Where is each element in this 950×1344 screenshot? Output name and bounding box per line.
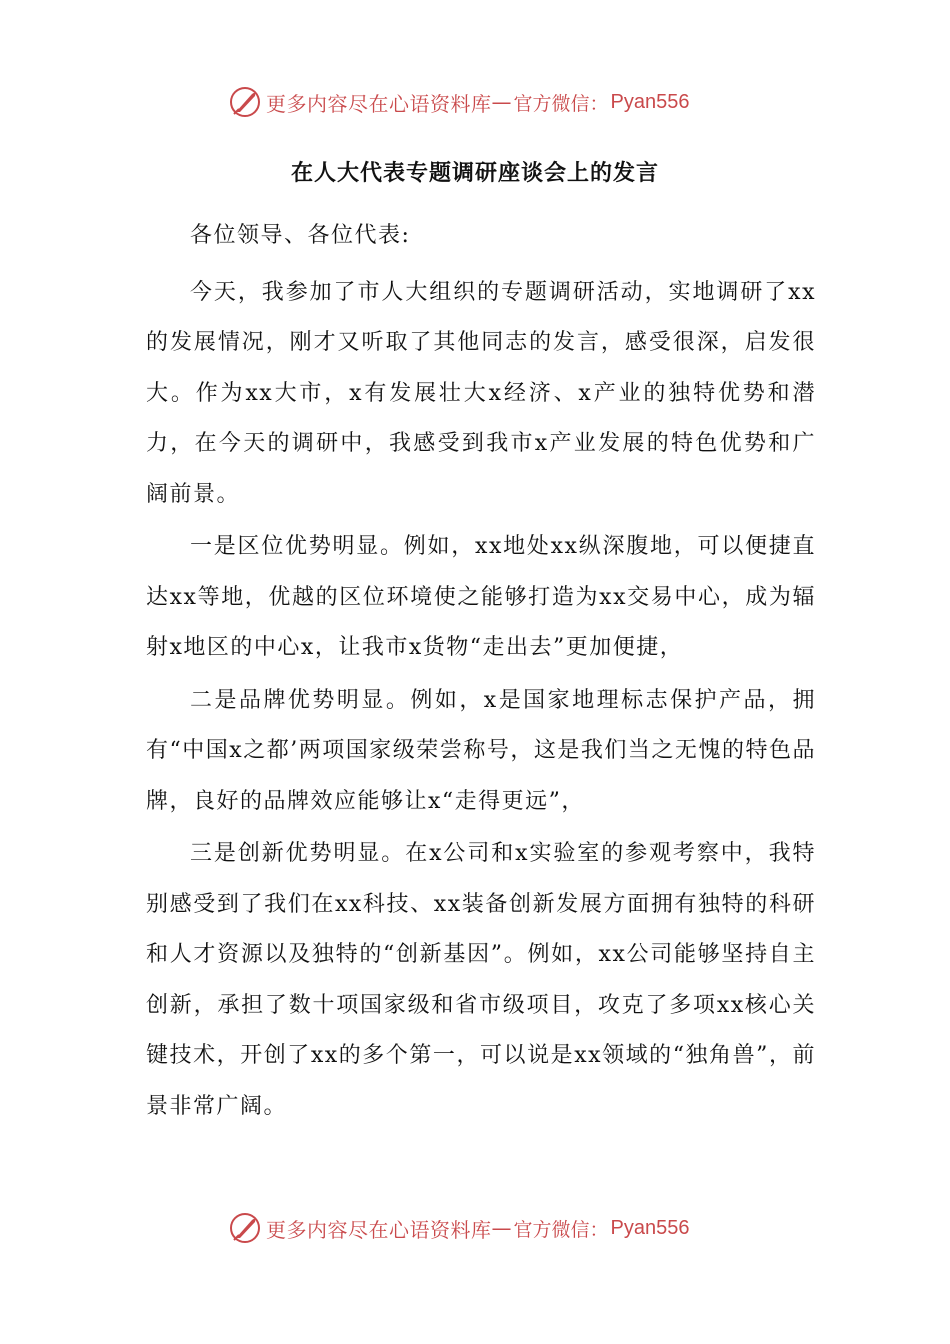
watermark-dash: — xyxy=(491,1216,512,1240)
watermark-dash: — xyxy=(491,90,512,114)
document-title: 在人大代表专题调研座谈会上的发言 xyxy=(290,161,659,186)
watermark-official-label: 官方微信： xyxy=(513,1218,609,1241)
quill-pen-logo-icon xyxy=(228,85,262,119)
paragraph-intro: 今天，我参加了市人大组织的专题调研活动，实地调研了xx的发展情况，刚才又听取了其他同志的发言，感受很深，启发很大。作为xx大市，x有发展壮大x经济、x产业的独特优势和潜力，在今天的调研中，我感受到我市x产业发展的特色优势和广阔前景。 xyxy=(146,279,816,507)
paragraph-brand-advantage: 二是品牌优势明显。例如，x是国家地理标志保护产品，拥有“中国x之都’两项国家级荣尝称号，这是我们当之无愧的特色品牌，良好的品牌效应能够让x“走得更远”， xyxy=(146,687,816,814)
watermark-wechat-id: Pyan556 xyxy=(610,90,690,113)
footer-watermark xyxy=(228,1210,689,1246)
watermark-text: 更多内容尽在心语资料库 xyxy=(266,1217,492,1242)
document-body xyxy=(146,211,816,1134)
watermark-text: 更多内容尽在心语资料库 xyxy=(266,91,492,116)
paragraph-location-advantage: 一是区位优势明显。例如，xx地处xx纵深腹地，可以便捷直达xx等地，优越的区位环境使之能够打造为xx交易中心，成为辐射x地区的中心x，让我市x货物“走出去”更加便捷， xyxy=(146,534,816,660)
salutation: 各位领导、各位代表: xyxy=(190,223,411,248)
header-watermark xyxy=(228,84,689,120)
quill-pen-logo-icon xyxy=(228,1211,262,1245)
watermark-official-label: 官方微信： xyxy=(513,92,609,115)
watermark-wechat-id: Pyan556 xyxy=(610,1216,690,1239)
paragraph-innovation-advantage: 三是创新优势明显。在x公司和x实验室的参观考察中，我特别感受到了我们在xx科技、xx装备创新发展方面拥有独特的科研和人才资源以及独特的“创新基因”。例如，xx公司能够坚持自主创新，承担了数十项国家级和省市级项目，攻克了多项xx核心关键技术，开创了xx的多个第一，可以说是xx领域的“独角兽”，前景非常广阔。 xyxy=(146,841,816,1119)
